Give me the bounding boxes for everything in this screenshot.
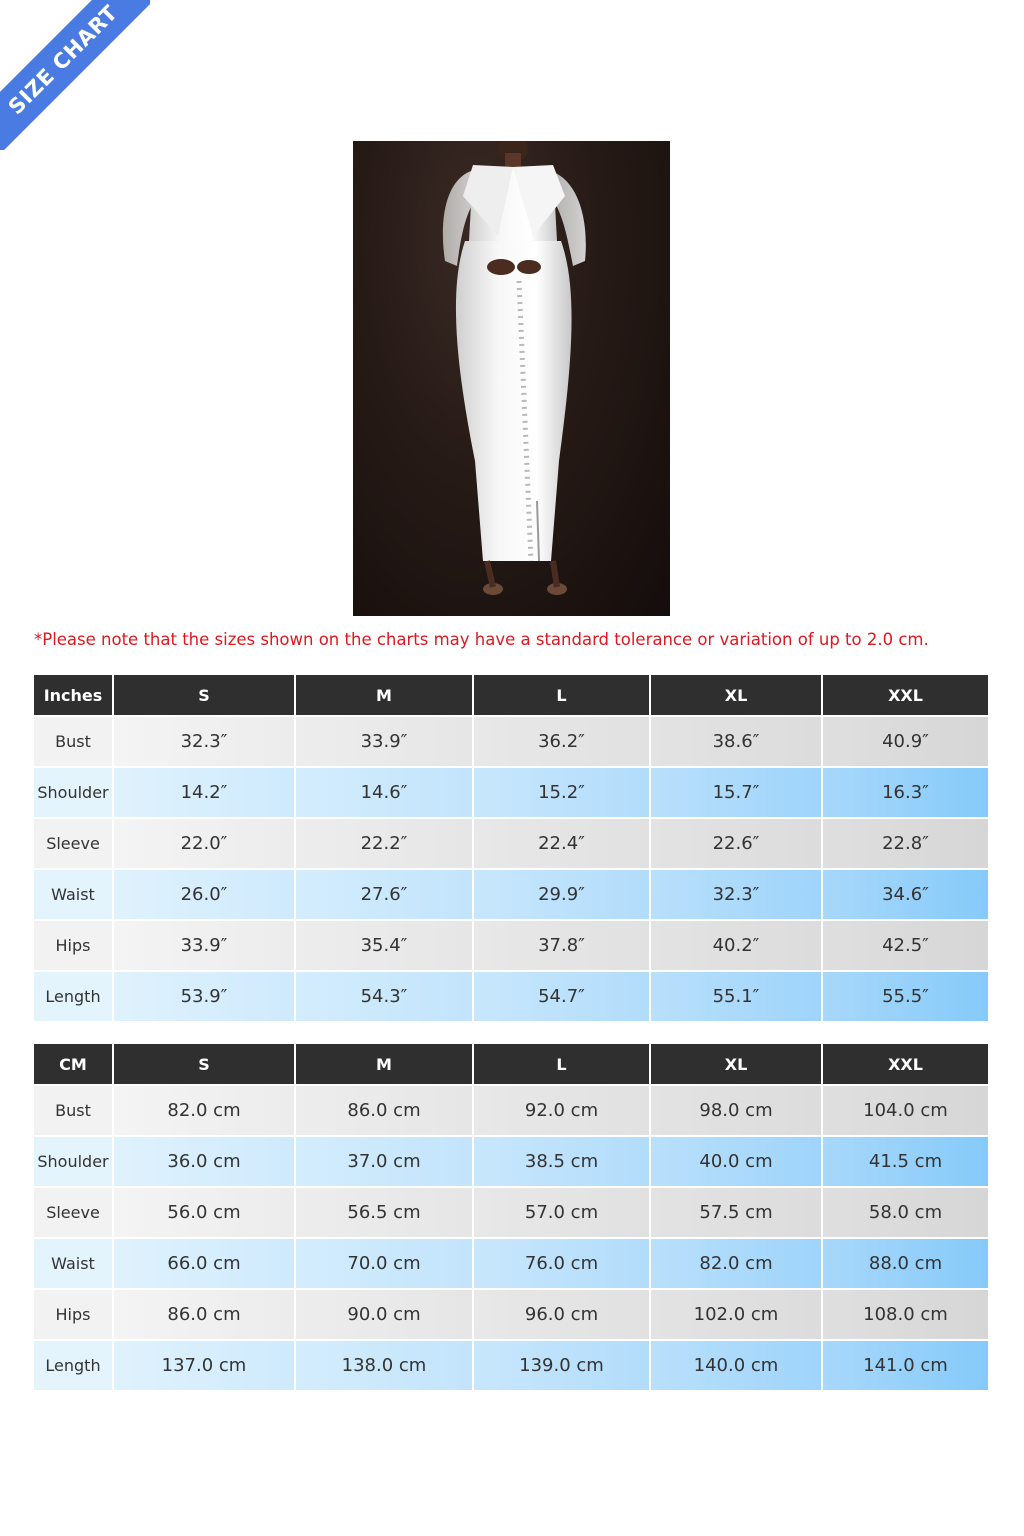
table-cell: 102.0 cm xyxy=(651,1290,821,1339)
row-label: Sleeve xyxy=(34,819,112,868)
table-cell: 108.0 cm xyxy=(823,1290,988,1339)
table-row xyxy=(34,1290,988,1339)
table-row xyxy=(34,972,988,1021)
table-cell: 32.3″ xyxy=(114,717,294,766)
table-row xyxy=(34,1188,988,1237)
row-label: Length xyxy=(34,1341,112,1390)
table-cell: 54.3″ xyxy=(296,972,472,1021)
table-header-row xyxy=(34,1044,988,1084)
row-label: Waist xyxy=(34,1239,112,1288)
row-label: Hips xyxy=(34,921,112,970)
table-cell: 32.3″ xyxy=(651,870,821,919)
size-header: M xyxy=(296,1044,472,1084)
table-cell: 57.0 cm xyxy=(474,1188,649,1237)
table-cell: 57.5 cm xyxy=(651,1188,821,1237)
table-cell: 66.0 cm xyxy=(114,1239,294,1288)
table-cell: 40.0 cm xyxy=(651,1137,821,1186)
table-cell: 104.0 cm xyxy=(823,1086,988,1135)
unit-header: Inches xyxy=(34,675,112,715)
size-header: XXL xyxy=(823,1044,988,1084)
table-cell: 14.6″ xyxy=(296,768,472,817)
table-cell: 36.2″ xyxy=(474,717,649,766)
unit-header: CM xyxy=(34,1044,112,1084)
row-label: Length xyxy=(34,972,112,1021)
table-cell: 96.0 cm xyxy=(474,1290,649,1339)
table-cell: 33.9″ xyxy=(114,921,294,970)
table-cell: 36.0 cm xyxy=(114,1137,294,1186)
table-cell: 92.0 cm xyxy=(474,1086,649,1135)
tolerance-note: *Please note that the sizes shown on the charts may have a standard tolerance or variation of up to 2.0 cm. xyxy=(34,630,929,649)
row-label: Bust xyxy=(34,1086,112,1135)
table-cell: 140.0 cm xyxy=(651,1341,821,1390)
table-cell: 98.0 cm xyxy=(651,1086,821,1135)
table-cell: 139.0 cm xyxy=(474,1341,649,1390)
table-cell: 14.2″ xyxy=(114,768,294,817)
table-cell: 40.2″ xyxy=(651,921,821,970)
table-cell: 15.2″ xyxy=(474,768,649,817)
table-cell: 88.0 cm xyxy=(823,1239,988,1288)
table-cell: 26.0″ xyxy=(114,870,294,919)
table-cell: 29.9″ xyxy=(474,870,649,919)
table-cell: 58.0 cm xyxy=(823,1188,988,1237)
table-cell: 82.0 cm xyxy=(651,1239,821,1288)
cm-size-table xyxy=(32,1042,990,1392)
table-cell: 56.5 cm xyxy=(296,1188,472,1237)
table-cell: 55.1″ xyxy=(651,972,821,1021)
table-cell: 22.2″ xyxy=(296,819,472,868)
size-chart-badge xyxy=(0,0,150,150)
row-label: Bust xyxy=(34,717,112,766)
table-cell: 76.0 cm xyxy=(474,1239,649,1288)
table-cell: 41.5 cm xyxy=(823,1137,988,1186)
table-cell: 141.0 cm xyxy=(823,1341,988,1390)
table-cell: 40.9″ xyxy=(823,717,988,766)
table-cell: 37.0 cm xyxy=(296,1137,472,1186)
table-cell: 90.0 cm xyxy=(296,1290,472,1339)
table-cell: 22.4″ xyxy=(474,819,649,868)
table-row xyxy=(34,768,988,817)
row-label: Hips xyxy=(34,1290,112,1339)
row-label: Shoulder xyxy=(34,768,112,817)
table-cell: 55.5″ xyxy=(823,972,988,1021)
table-cell: 82.0 cm xyxy=(114,1086,294,1135)
table-cell: 22.6″ xyxy=(651,819,821,868)
row-label: Waist xyxy=(34,870,112,919)
size-header: XL xyxy=(651,1044,821,1084)
table-cell: 138.0 cm xyxy=(296,1341,472,1390)
product-photo xyxy=(353,141,670,616)
table-cell: 27.6″ xyxy=(296,870,472,919)
table-cell: 16.3″ xyxy=(823,768,988,817)
table-row xyxy=(34,1137,988,1186)
size-header: XL xyxy=(651,675,821,715)
size-header: M xyxy=(296,675,472,715)
inches-size-table xyxy=(32,673,990,1023)
table-cell: 15.7″ xyxy=(651,768,821,817)
size-header: S xyxy=(114,1044,294,1084)
size-header: S xyxy=(114,675,294,715)
table-cell: 38.6″ xyxy=(651,717,821,766)
table-row xyxy=(34,1341,988,1390)
table-cell: 137.0 cm xyxy=(114,1341,294,1390)
size-header: L xyxy=(474,1044,649,1084)
table-row xyxy=(34,819,988,868)
size-chart-badge-label: SIZE CHART xyxy=(0,0,150,150)
size-header: XXL xyxy=(823,675,988,715)
table-row xyxy=(34,1239,988,1288)
table-cell: 38.5 cm xyxy=(474,1137,649,1186)
table-cell: 54.7″ xyxy=(474,972,649,1021)
model-in-white-dress-image xyxy=(353,141,670,616)
table-cell: 35.4″ xyxy=(296,921,472,970)
table-cell: 70.0 cm xyxy=(296,1239,472,1288)
table-row xyxy=(34,717,988,766)
table-row xyxy=(34,921,988,970)
table-cell: 22.8″ xyxy=(823,819,988,868)
table-cell: 56.0 cm xyxy=(114,1188,294,1237)
table-cell: 42.5″ xyxy=(823,921,988,970)
row-label: Sleeve xyxy=(34,1188,112,1237)
table-cell: 22.0″ xyxy=(114,819,294,868)
table-cell: 53.9″ xyxy=(114,972,294,1021)
table-cell: 34.6″ xyxy=(823,870,988,919)
table-cell: 86.0 cm xyxy=(114,1290,294,1339)
size-header: L xyxy=(474,675,649,715)
row-label: Shoulder xyxy=(34,1137,112,1186)
table-row xyxy=(34,1086,988,1135)
table-cell: 86.0 cm xyxy=(296,1086,472,1135)
table-header-row xyxy=(34,675,988,715)
table-row xyxy=(34,870,988,919)
table-cell: 37.8″ xyxy=(474,921,649,970)
table-cell: 33.9″ xyxy=(296,717,472,766)
